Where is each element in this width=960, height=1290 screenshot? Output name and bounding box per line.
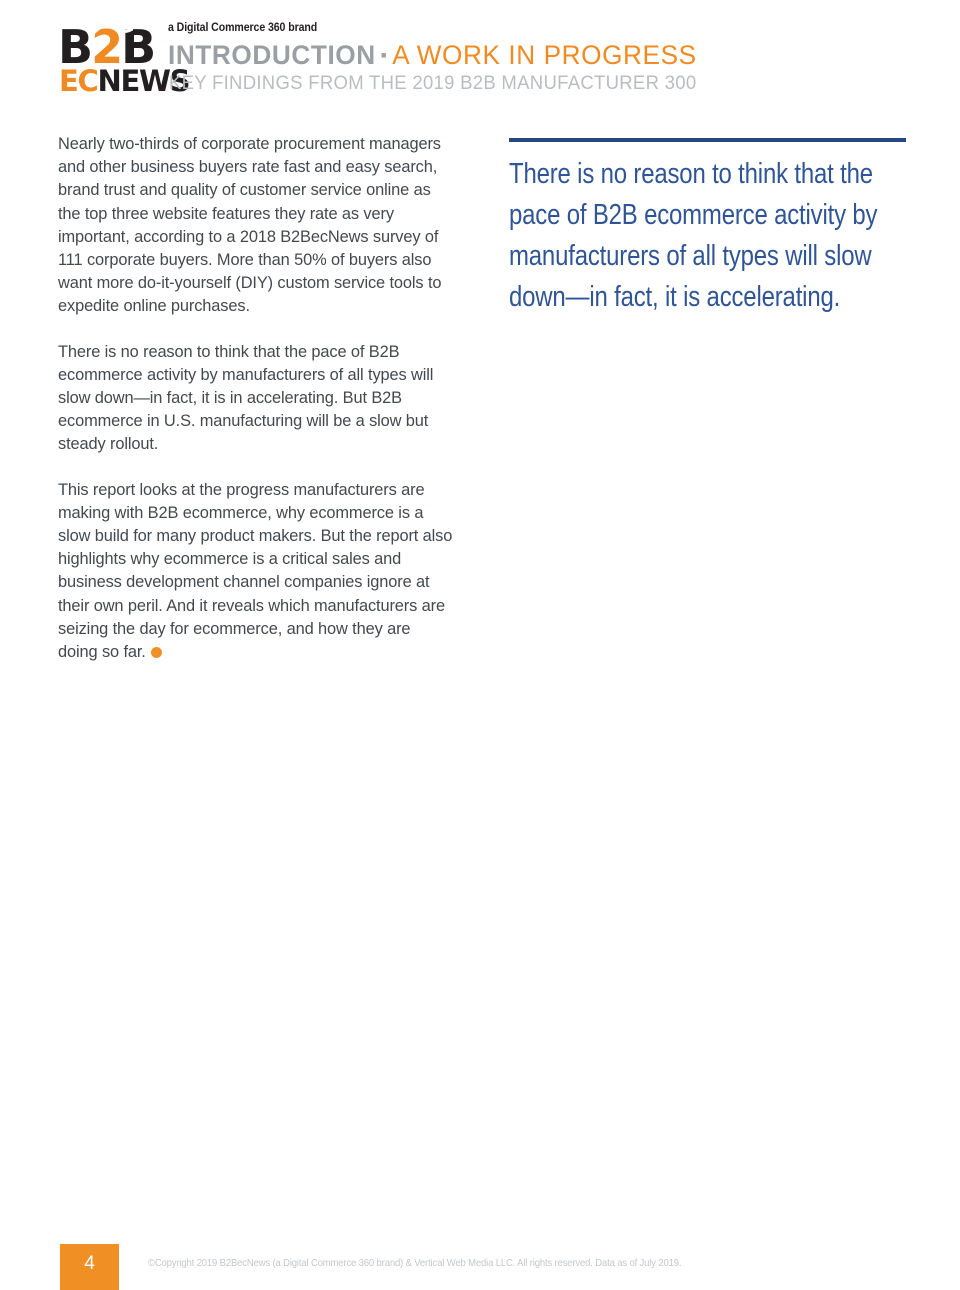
page-number-badge (60, 1244, 119, 1290)
page-title-headline: A WORK IN PROGRESS (392, 40, 697, 70)
b2b-ecnews-logo (58, 20, 190, 100)
logo-letter-b-first: B (58, 20, 92, 74)
title-separator-icon: ▪ (380, 45, 388, 65)
body-text-column (58, 133, 454, 686)
pull-quote-block (509, 138, 906, 318)
logo-letter-b-second: B (121, 20, 155, 74)
logo-text-news: NEWS (97, 64, 190, 98)
page-masthead (58, 18, 918, 104)
logo-text-ec: EC (59, 64, 98, 98)
page-subtitle: KEY FINDINGS FROM THE 2019 B2B MANUFACTURER 300 (169, 72, 697, 94)
footer-copyright: ©Copyright 2019 B2BecNews (a Digital Commerce 360 brand) & Vertical Web Media LLC. All rights reserved. Data as of July 2019. (148, 1258, 682, 1269)
logo-digit-two: 2 (91, 20, 122, 74)
end-of-article-bullet-icon (151, 647, 162, 658)
body-paragraph-1: Nearly two-thirds of corporate procurement managers and other business buyers rate fast and easy search, brand trust and quality of customer service online as the top three website features they rate as very important, according to a 2018 B2BecNews survey of 111 corporate buyers. More than 50% of buyers also want more do-it-yourself (DIY) custom service tools to expedite online purchases. (58, 135, 442, 316)
page-title (168, 40, 697, 71)
page-number-value: 4 (84, 1253, 95, 1274)
body-paragraph-2: There is no reason to think that the pace of B2B ecommerce activity by manufacturers of all types will slow down—in fact, it is in accelerating. But B2B ecommerce in U.S. manufacturing will be a slow but steady rollout. (58, 342, 434, 454)
brand-attribution-line: a Digital Commerce 360 brand (168, 22, 318, 34)
pull-quote-text: There is no reason to think that the pace of B2B ecommerce activity by manufacturers of all types will slow down—in fact, it is accelerating. (509, 158, 878, 313)
body-paragraph-3 (58, 479, 454, 665)
body-paragraph-3-text: This report looks at the progress manufacturers are making with B2B ecommerce, why ecommerce is a slow build for many product makers. But the report also highlights why ecommerce is a critical sales and business development channel companies ignore at their own peril. And it reveals which manufacturers are seizing the day for ecommerce, and how they are doing so far. (58, 480, 453, 662)
pull-quote-top-rule (509, 138, 906, 142)
page-title-section: INTRODUCTION (168, 40, 376, 70)
